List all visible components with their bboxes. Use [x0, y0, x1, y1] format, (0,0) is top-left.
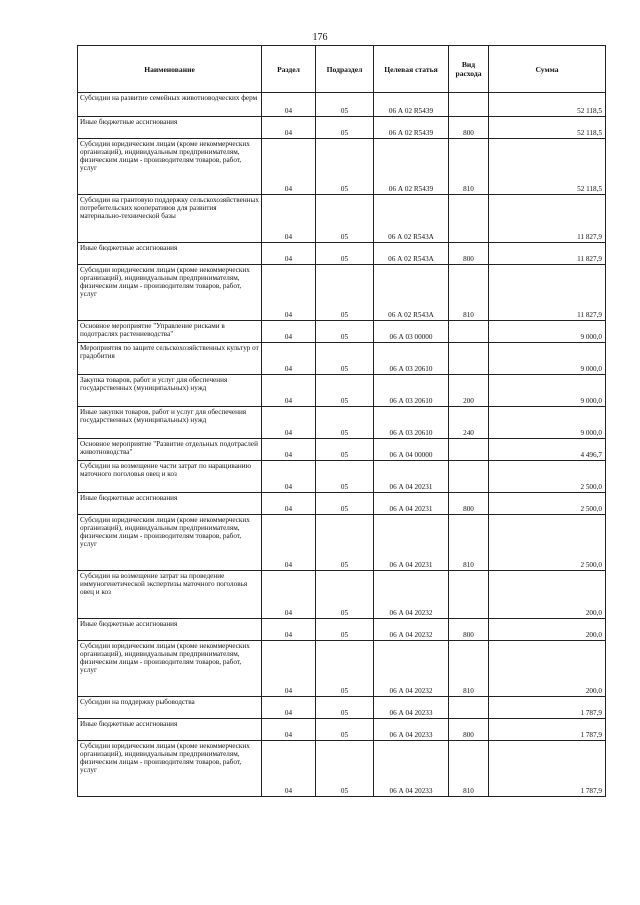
cell-target: 06 А 02 R543А	[374, 265, 449, 321]
cell-section: 04	[262, 461, 316, 493]
cell-section: 04	[262, 619, 316, 641]
table-row	[78, 741, 606, 797]
cell-sum: 11 827,9	[489, 243, 606, 265]
table-header-row	[78, 46, 606, 93]
cell-section: 04	[262, 321, 316, 343]
cell-target: 06 А 03 00000	[374, 321, 449, 343]
cell-name: Иные бюджетные ассигнования	[78, 117, 262, 139]
cell-sum: 9 000,0	[489, 375, 606, 407]
cell-subsection: 05	[316, 439, 374, 461]
budget-table	[77, 45, 606, 797]
cell-section: 04	[262, 493, 316, 515]
table-row	[78, 719, 606, 741]
cell-sum: 11 827,9	[489, 265, 606, 321]
table-row	[78, 439, 606, 461]
cell-name: Основное мероприятие "Развитие отдельных подотраслей животноводства"	[78, 439, 262, 461]
cell-section: 04	[262, 515, 316, 571]
table-row	[78, 571, 606, 619]
cell-name: Субсидии юридическим лицам (кроме некоммерческих организаций), индивидуальным предпринимателям, физическим лицам - производителям товаров, работ, услуг	[78, 641, 262, 697]
cell-target: 06 А 04 20233	[374, 719, 449, 741]
cell-name: Субсидии на возмещение затрат на проведение иммуногенетической экспертизы маточного поголовья овец и коз	[78, 571, 262, 619]
cell-section: 04	[262, 139, 316, 195]
cell-subsection: 05	[316, 493, 374, 515]
cell-section: 04	[262, 719, 316, 741]
cell-sum: 200,0	[489, 641, 606, 697]
cell-sum: 52 118,5	[489, 117, 606, 139]
cell-expense-type: 800	[449, 619, 489, 641]
table-row	[78, 515, 606, 571]
cell-sum: 9 000,0	[489, 343, 606, 375]
cell-sum: 11 827,9	[489, 195, 606, 243]
table-row	[78, 195, 606, 243]
cell-name: Иные бюджетные ассигнования	[78, 243, 262, 265]
cell-subsection: 05	[316, 641, 374, 697]
cell-name: Мероприятия по защите сельскохозяйственных культур от градобития	[78, 343, 262, 375]
cell-target: 06 А 04 20233	[374, 697, 449, 719]
cell-expense-type	[449, 195, 489, 243]
cell-subsection: 05	[316, 515, 374, 571]
column-header-sum: Сумма	[489, 46, 606, 93]
cell-name: Субсидии юридическим лицам (кроме некоммерческих организаций), индивидуальным предпринимателям, физическим лицам - производителям товаров, работ, услуг	[78, 139, 262, 195]
cell-target: 06 А 03 20610	[374, 407, 449, 439]
cell-expense-type: 800	[449, 493, 489, 515]
cell-section: 04	[262, 741, 316, 797]
cell-section: 04	[262, 571, 316, 619]
cell-expense-type: 810	[449, 515, 489, 571]
cell-subsection: 05	[316, 375, 374, 407]
cell-sum: 2 500,0	[489, 461, 606, 493]
cell-name: Закупка товаров, работ и услуг для обеспечения государственных (муниципальных) нужд	[78, 375, 262, 407]
table-row	[78, 407, 606, 439]
cell-expense-type: 800	[449, 719, 489, 741]
cell-name: Субсидии юридическим лицам (кроме некоммерческих организаций), индивидуальным предпринимателям, физическим лицам - производителям товаров, работ, услуг	[78, 265, 262, 321]
cell-subsection: 05	[316, 321, 374, 343]
cell-sum: 52 118,5	[489, 139, 606, 195]
cell-target: 06 А 04 00000	[374, 439, 449, 461]
cell-expense-type: 200	[449, 375, 489, 407]
cell-name: Иные бюджетные ассигнования	[78, 493, 262, 515]
cell-name: Субсидии на грантовую поддержку сельскохозяйственных потребительских кооперативов для развития материально-технической базы	[78, 195, 262, 243]
cell-target: 06 А 02 R5439	[374, 117, 449, 139]
cell-target: 06 А 02 R543А	[374, 195, 449, 243]
cell-name: Иные закупки товаров, работ и услуг для обеспечения государственных (муниципальных) нужд	[78, 407, 262, 439]
cell-expense-type: 800	[449, 117, 489, 139]
cell-subsection: 05	[316, 195, 374, 243]
cell-sum: 52 118,5	[489, 93, 606, 117]
cell-subsection: 05	[316, 461, 374, 493]
cell-target: 06 А 02 R5439	[374, 93, 449, 117]
cell-subsection: 05	[316, 265, 374, 321]
cell-subsection: 05	[316, 697, 374, 719]
cell-section: 04	[262, 195, 316, 243]
cell-target: 06 А 02 R5439	[374, 139, 449, 195]
cell-section: 04	[262, 343, 316, 375]
table-row	[78, 343, 606, 375]
cell-target: 06 А 03 20610	[374, 343, 449, 375]
cell-target: 06 А 04 20232	[374, 619, 449, 641]
cell-expense-type	[449, 321, 489, 343]
column-header-target: Целевая статья	[374, 46, 449, 93]
table-row	[78, 697, 606, 719]
table-row	[78, 265, 606, 321]
cell-sum: 1 787,9	[489, 741, 606, 797]
cell-target: 06 А 04 20232	[374, 641, 449, 697]
cell-target: 06 А 04 20233	[374, 741, 449, 797]
cell-section: 04	[262, 265, 316, 321]
cell-section: 04	[262, 93, 316, 117]
cell-expense-type	[449, 439, 489, 461]
table-row	[78, 641, 606, 697]
cell-target: 06 А 03 20610	[374, 375, 449, 407]
cell-subsection: 05	[316, 139, 374, 195]
cell-subsection: 05	[316, 243, 374, 265]
cell-target: 06 А 02 R543А	[374, 243, 449, 265]
cell-expense-type: 800	[449, 243, 489, 265]
column-header-section: Раздел	[262, 46, 316, 93]
table-row	[78, 117, 606, 139]
column-header-expense-type: Вид расхода	[449, 46, 489, 93]
cell-sum: 4 496,7	[489, 439, 606, 461]
cell-subsection: 05	[316, 619, 374, 641]
column-header-subsection: Подраздел	[316, 46, 374, 93]
cell-name: Иные бюджетные ассигнования	[78, 619, 262, 641]
cell-sum: 200,0	[489, 571, 606, 619]
cell-section: 04	[262, 243, 316, 265]
cell-target: 06 А 04 20232	[374, 571, 449, 619]
page-number: 176	[312, 32, 328, 43]
cell-sum: 1 787,9	[489, 697, 606, 719]
cell-name: Основное мероприятие "Управление рисками в подотраслях растениеводства"	[78, 321, 262, 343]
cell-section: 04	[262, 439, 316, 461]
cell-name: Субсидии на развитие семейных животноводческих ферм	[78, 93, 262, 117]
cell-expense-type	[449, 461, 489, 493]
cell-sum: 2 500,0	[489, 515, 606, 571]
cell-subsection: 05	[316, 741, 374, 797]
table-row	[78, 321, 606, 343]
cell-subsection: 05	[316, 93, 374, 117]
column-header-name: Наименование	[78, 46, 262, 93]
table-row	[78, 139, 606, 195]
cell-section: 04	[262, 697, 316, 719]
cell-name: Субсидии на поддержку рыбоводства	[78, 697, 262, 719]
cell-section: 04	[262, 407, 316, 439]
cell-section: 04	[262, 117, 316, 139]
cell-subsection: 05	[316, 407, 374, 439]
cell-expense-type	[449, 571, 489, 619]
cell-sum: 9 000,0	[489, 407, 606, 439]
cell-expense-type: 810	[449, 741, 489, 797]
table-row	[78, 493, 606, 515]
table-body	[78, 93, 606, 797]
cell-name: Субсидии юридическим лицам (кроме некоммерческих организаций), индивидуальным предпринимателям, физическим лицам - производителям товаров, работ, услуг	[78, 741, 262, 797]
table-row	[78, 93, 606, 117]
cell-subsection: 05	[316, 343, 374, 375]
cell-name: Иные бюджетные ассигнования	[78, 719, 262, 741]
cell-name: Субсидии юридическим лицам (кроме некоммерческих организаций), индивидуальным предпринимателям, физическим лицам - производителям товаров, работ, услуг	[78, 515, 262, 571]
cell-subsection: 05	[316, 719, 374, 741]
cell-subsection: 05	[316, 571, 374, 619]
cell-target: 06 А 04 20231	[374, 515, 449, 571]
cell-sum: 1 787,9	[489, 719, 606, 741]
cell-target: 06 А 04 20231	[374, 493, 449, 515]
cell-sum: 2 500,0	[489, 493, 606, 515]
table-row	[78, 375, 606, 407]
cell-section: 04	[262, 641, 316, 697]
cell-subsection: 05	[316, 117, 374, 139]
cell-expense-type: 810	[449, 139, 489, 195]
cell-expense-type: 240	[449, 407, 489, 439]
cell-expense-type	[449, 93, 489, 117]
cell-name: Субсидии на возмещение части затрат по наращиванию маточного поголовья овец и коз	[78, 461, 262, 493]
table-row	[78, 619, 606, 641]
cell-expense-type	[449, 697, 489, 719]
cell-expense-type: 810	[449, 265, 489, 321]
cell-sum: 9 000,0	[489, 321, 606, 343]
cell-sum: 200,0	[489, 619, 606, 641]
cell-expense-type	[449, 343, 489, 375]
cell-expense-type: 810	[449, 641, 489, 697]
table-row	[78, 461, 606, 493]
table-row	[78, 243, 606, 265]
cell-target: 06 А 04 20231	[374, 461, 449, 493]
cell-section: 04	[262, 375, 316, 407]
